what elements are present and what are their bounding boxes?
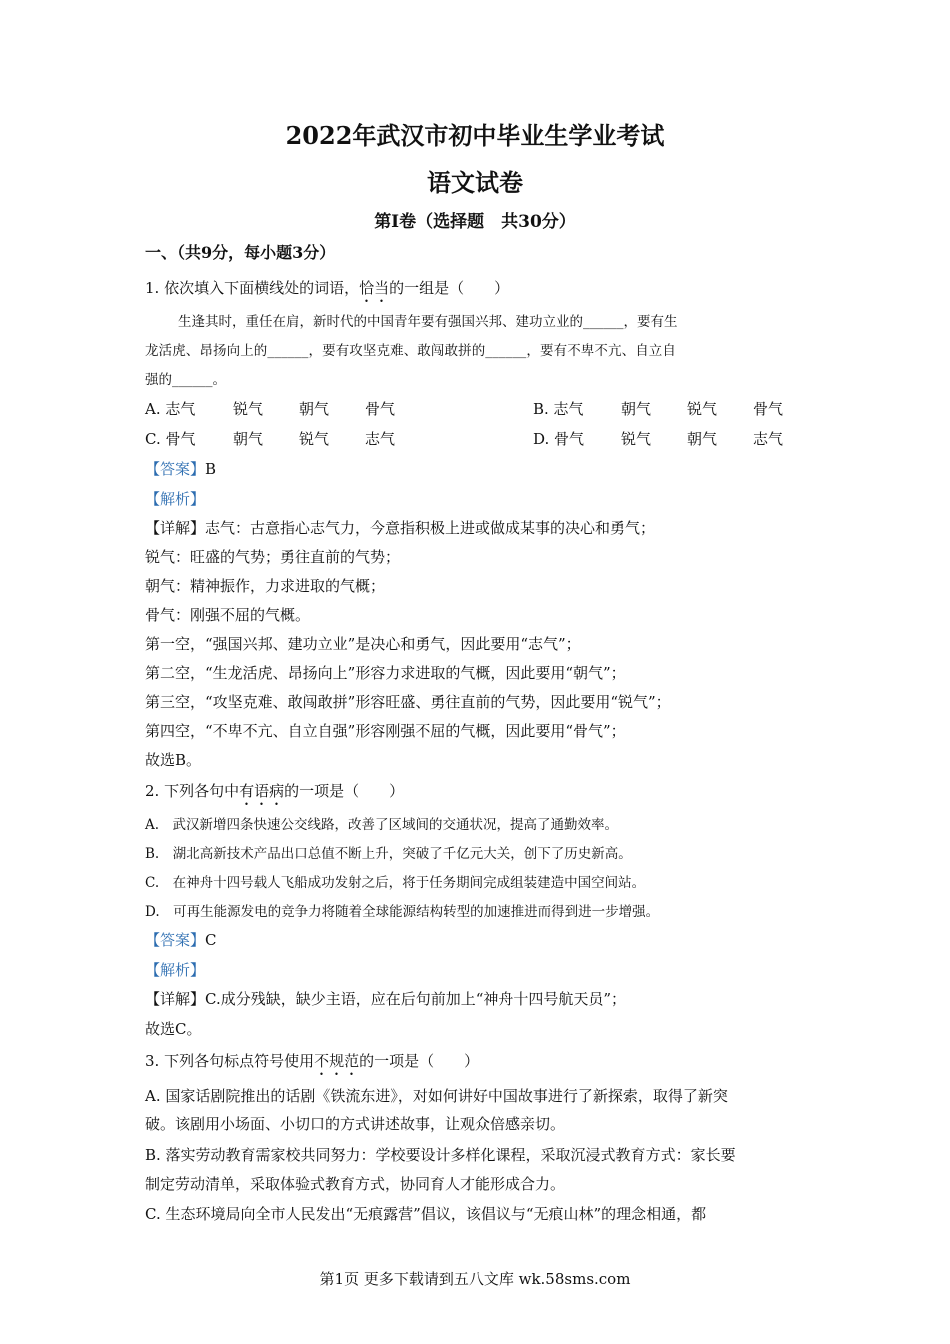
part1-heading: 一、（共9分，每小题3分）: [145, 243, 336, 262]
q1-detail-line: 锐气：旺盛的气势；勇往直前的气势；: [145, 548, 401, 566]
answer-tag: 【答案】: [145, 460, 206, 478]
q2-stem-after: 的一项是（ ）: [284, 782, 405, 800]
answer-value: B: [205, 460, 217, 478]
q3-text-line: 制定劳动清单，采取体验式教育方式，协同育人才能形成合力。: [145, 1175, 566, 1193]
q1-passage-line: 生逢其时，重任在肩，新时代的中国青年要有强国兴邦、建功立业的______，要有生: [178, 314, 678, 330]
answer-tag: 【答案】: [145, 931, 206, 949]
q1-option-b-word1: B. 志气: [533, 400, 584, 418]
exam-title: 2022年武汉市初中毕业生学业考试: [285, 121, 665, 150]
q1-detail-line: 第一空，“强国兴邦、建功立业”是决心和勇气，因此要用“志气”；: [145, 635, 581, 653]
q2-analysis-tag: 【解析】: [145, 961, 206, 979]
q1-detail-line: 【详解】志气：古意指心志气力，今意指积极上进或做成某事的决心和勇气；: [145, 519, 656, 537]
q2-option-a: A. 武汉新增四条快速公交线路，改善了区域间的交通状况，提高了通勤效率。: [145, 817, 619, 833]
q1-stem-before: 1. 依次填入下面横线处的词语，: [145, 279, 360, 297]
q1-option-c-word2: 朝气: [233, 430, 264, 448]
q1-option-a-word2: 锐气: [233, 400, 264, 418]
q1-detail-line: 朝气：精神振作，力求进取的气概；: [145, 577, 386, 595]
q2-stem: [145, 781, 810, 809]
q1-answer: [145, 459, 810, 479]
q1-stem-emphasis: 恰当: [359, 279, 390, 297]
answer-value: C: [205, 931, 217, 949]
q3-text-line: 破。该剧用小场面、小切口的方式讲述故事，让观众倍感亲切。: [145, 1115, 566, 1133]
q3-stem-after: 的一项是（ ）: [359, 1052, 480, 1070]
q1-option-d-word3: 朝气: [687, 430, 718, 448]
q1-analysis-tag: 【解析】: [145, 490, 206, 508]
q1-detail-line: 第二空，“生龙活虎、昂扬向上”形容力求进取的气概，因此要用“朝气”；: [145, 664, 626, 682]
q2-option-b: B. 湖北高新技术产品出口总值不断上升，突破了千亿元大关，创下了历史新高。: [145, 846, 632, 862]
q1-option-b-word2: 朝气: [621, 400, 652, 418]
q1-stem-after: 的一组是（ ）: [389, 279, 510, 297]
q1-option-a-word1: A. 志气: [145, 400, 196, 418]
q3-text-line: A. 国家话剧院推出的话剧《铁流东进》，对如何讲好中国故事进行了新探索，取得了新突: [145, 1087, 728, 1105]
q3-text-line: C. 生态环境局向全市人民发出“无痕露营”倡议，该倡议与“无痕山林”的理念相通，都: [145, 1205, 707, 1223]
q1-detail-line: 第三空，“攻坚克难、敢闯敢拼”形容旺盛、勇往直前的气势，因此要用“锐气”；: [145, 693, 671, 711]
q3-stem-before: 3. 下列各句标点符号使用: [145, 1052, 315, 1070]
q1-option-c: [145, 428, 395, 449]
q2-option-d: D. 可再生能源发电的竞争力将随着全球能源结构转型的加速推进而得到进一步增强。: [145, 904, 660, 920]
page-footer: 第1页 更多下载请到五八文库 wk.58sms.com: [319, 1270, 631, 1288]
q2-stem-emphasis: 有语病: [239, 782, 285, 800]
q1-option-b-word3: 锐气: [687, 400, 718, 418]
q1-detail-line: 骨气：刚强不屈的气概。: [145, 606, 311, 624]
q1-option-c-word1: C. 骨气: [145, 430, 196, 448]
q1-passage-line: 龙活虎、昂扬向上的______，要有攻坚克难、敢闯敢拼的______，要有不卑不亢、自立自: [145, 343, 676, 359]
q1-option-a-word4: 骨气: [365, 400, 396, 418]
q1-option-a-word3: 朝气: [299, 400, 330, 418]
q1-option-c-word3: 锐气: [299, 430, 330, 448]
q1-option-b-word4: 骨气: [753, 400, 784, 418]
q1-option-d-word4: 志气: [753, 430, 784, 448]
subject-title: 语文试卷: [427, 168, 523, 197]
q1-passage-line: 强的______。: [145, 372, 226, 388]
q1-stem: [145, 278, 810, 306]
q2-option-c: C. 在神舟十四号载人飞船成功发射之后，将于任务期间完成组装建造中国空间站。: [145, 875, 646, 891]
q1-option-c-word4: 志气: [365, 430, 396, 448]
section-title: 第Ⅰ卷（选择题 共30分）: [374, 212, 576, 232]
q1-detail-line: 第四空，“不卑不亢、自立自强”形容刚强不屈的气概，因此要用“骨气”；: [145, 722, 626, 740]
q2-detail-line: 故选C。: [145, 1020, 202, 1038]
q3-stem-emphasis: 不规范: [314, 1052, 360, 1070]
q1-option-d-word2: 锐气: [621, 430, 652, 448]
q1-option-b: [533, 398, 783, 419]
q1-option-a: [145, 398, 395, 419]
q2-stem-before: 2. 下列各句中: [145, 782, 240, 800]
q3-text-line: B. 落实劳动教育需家校共同努力：学校要设计多样化课程，采取沉浸式教育方式：家长要: [145, 1146, 736, 1164]
q1-option-d: [533, 428, 783, 449]
q1-option-d-word1: D. 骨气: [533, 430, 585, 448]
q2-answer: [145, 930, 810, 950]
q2-detail-line: 【详解】C.成分残缺，缺少主语，应在后句前加上“神舟十四号航天员”；: [145, 990, 627, 1008]
q1-detail-line: 故选B。: [145, 751, 202, 769]
q3-stem: [145, 1051, 810, 1079]
